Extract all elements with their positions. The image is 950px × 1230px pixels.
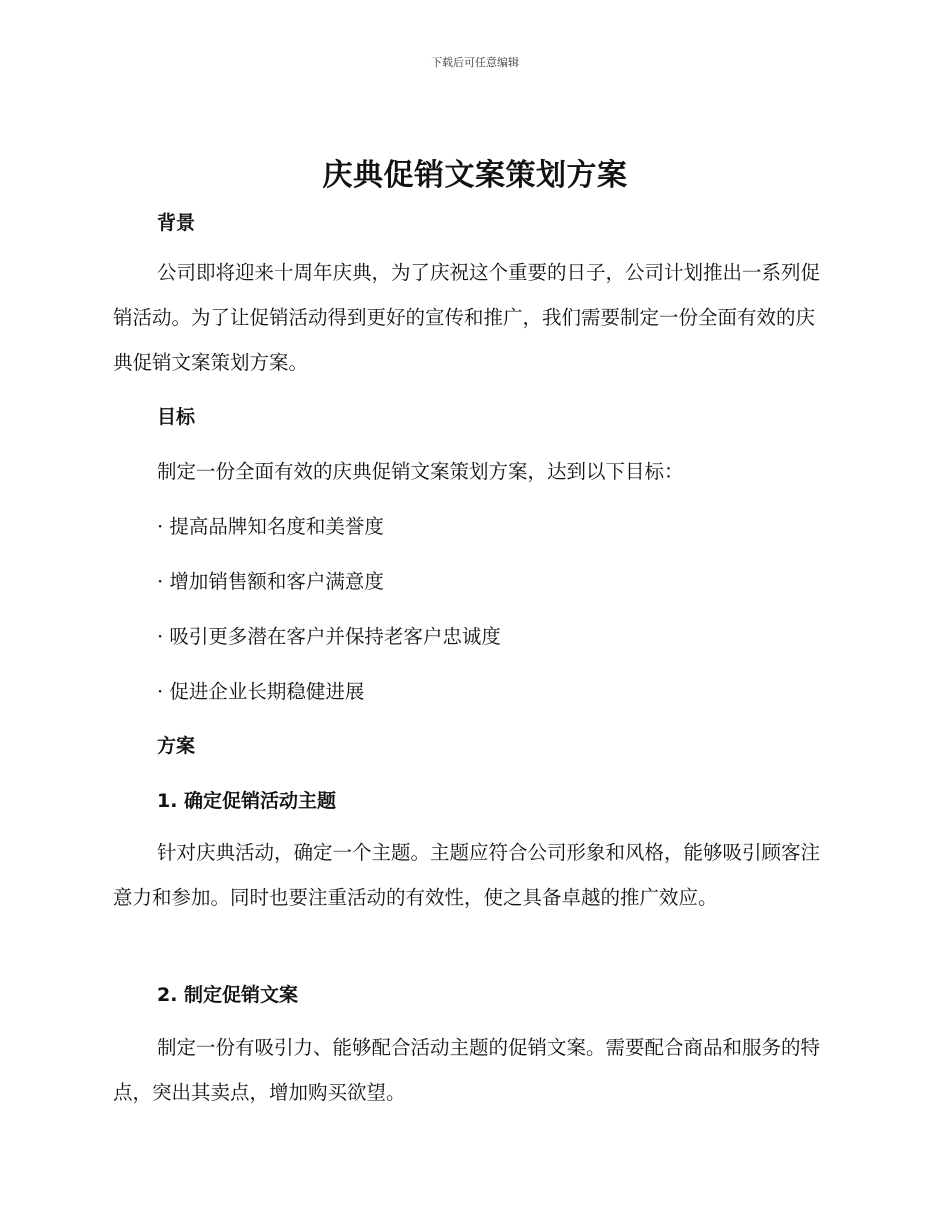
plan-step-title: 2. 制定促销文案 xyxy=(157,984,299,1006)
header-note: 下载后可任意编辑 xyxy=(431,56,519,69)
background-paragraph: 公司即将迎来十周年庆典，为了庆祝这个重要的日子，公司计划推出一系列促销活动。为了让促销活动得到更好的宣传和推广，我们需要制定一份全面有效的庆典促销文案策划方案。 xyxy=(113,261,821,374)
document-title: 庆典促销文案策划方案 xyxy=(322,158,628,193)
section-heading-plan: 方案 xyxy=(157,735,196,757)
plan-step-paragraph: 制定一份有吸引力、能够配合活动主题的促销文案。需要配合商品和服务的特点，突出其卖点，增加购买欲望。 xyxy=(113,1036,821,1104)
section-heading-background: 背景 xyxy=(157,212,196,234)
plan-step-title: 1. 确定促销活动主题 xyxy=(157,790,337,812)
goal-item: · 提高品牌知名度和美誉度 xyxy=(157,515,384,538)
goal-item: · 促进企业长期稳健进展 xyxy=(157,680,365,703)
section-heading-goals: 目标 xyxy=(157,406,196,428)
goal-item: · 吸引更多潜在客户并保持老客户忠诚度 xyxy=(157,625,501,648)
plan-step-paragraph: 针对庆典活动，确定一个主题。主题应符合公司形象和风格，能够吸引顾客注意力和参加。同时也要注重活动的有效性，使之具备卓越的推广效应。 xyxy=(113,841,821,909)
goals-intro: 制定一份全面有效的庆典促销文案策划方案，达到以下目标： xyxy=(157,460,684,483)
goal-item: · 增加销售额和客户满意度 xyxy=(157,570,384,593)
